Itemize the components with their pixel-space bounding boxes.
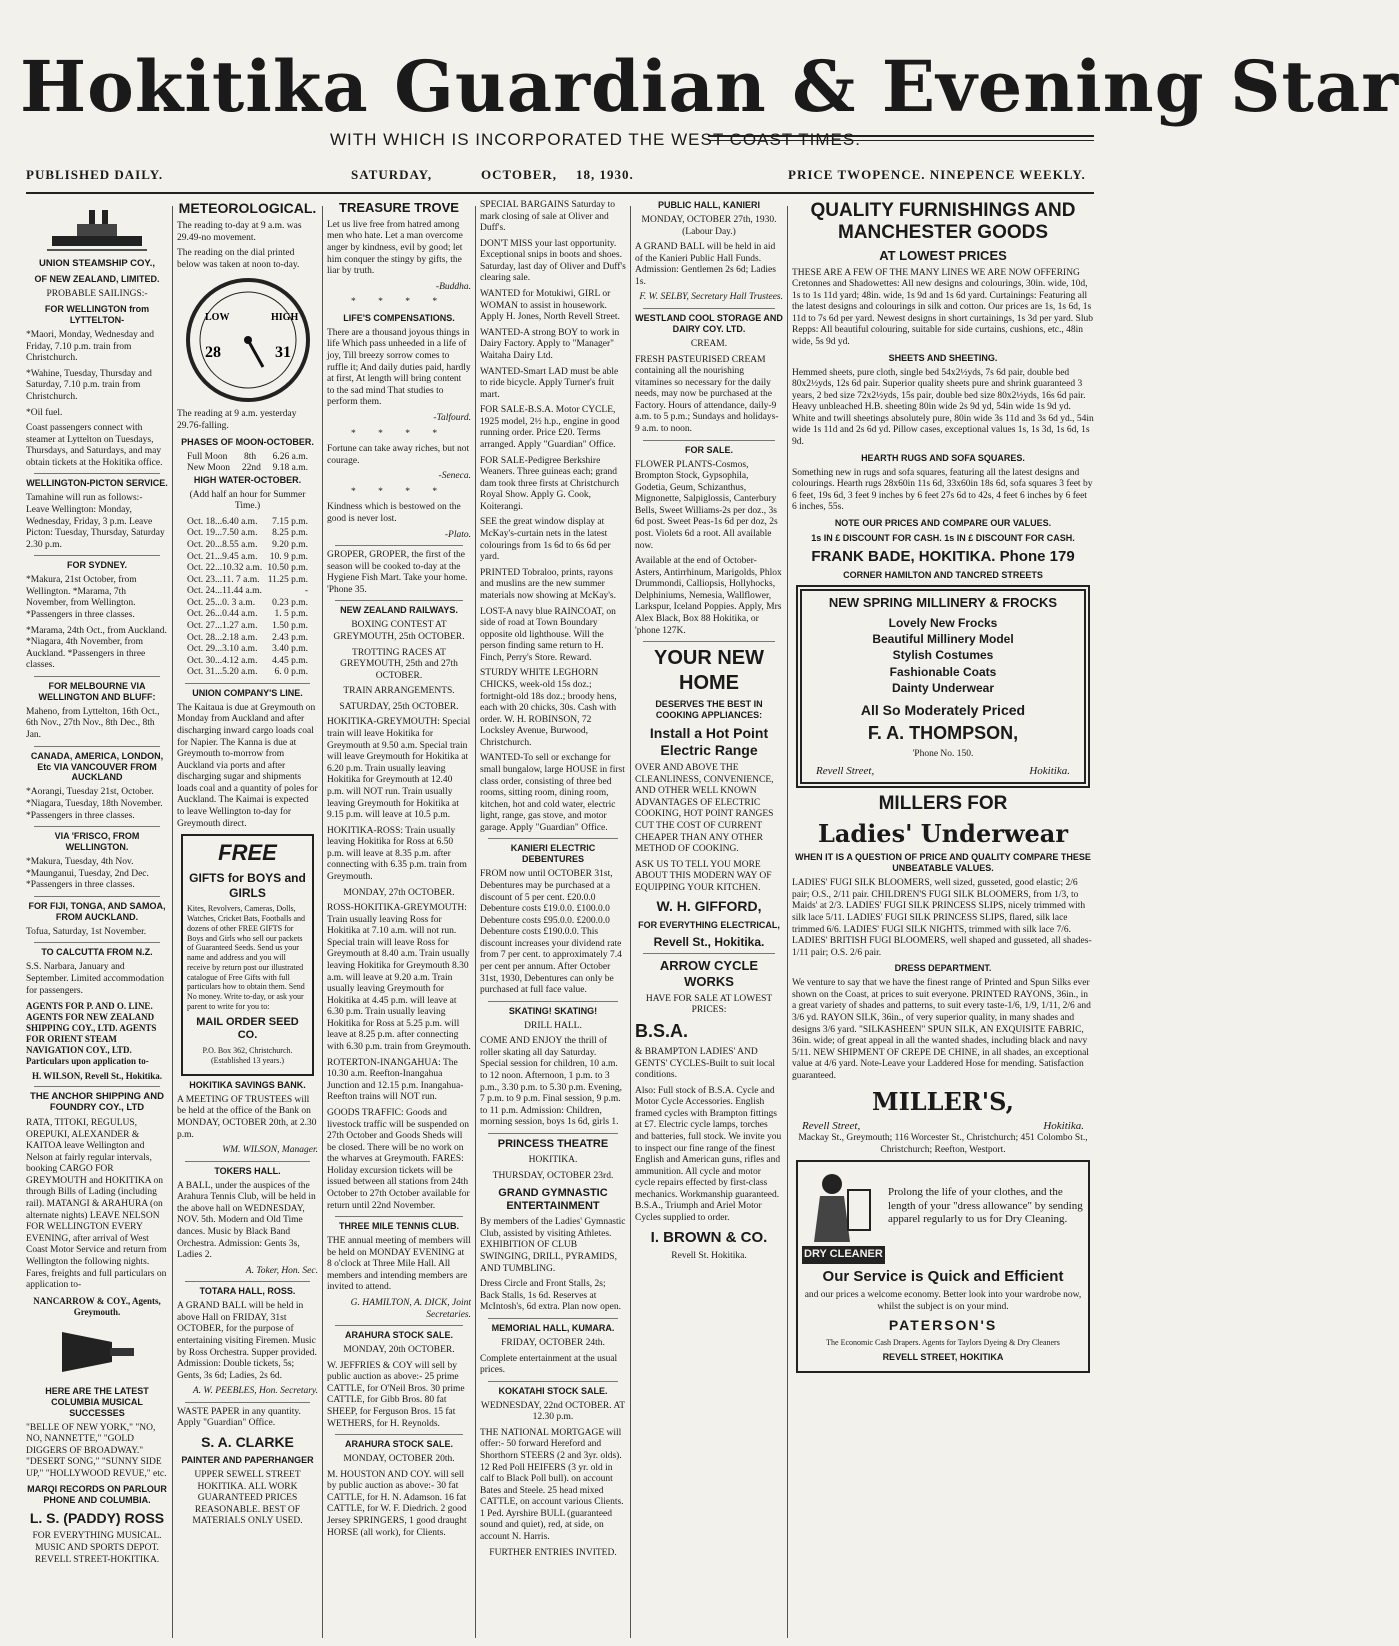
- lc-heading: LIFE'S COMPENSATIONS.: [343, 312, 455, 323]
- ross-text: FOR EVERYTHING MUSICAL. MUSIC AND SPORTS DEPOT. REVELL STREET-HOKITIKA.: [32, 1531, 162, 1565]
- flower-text: FLOWER PLANTS-Cosmos, Brompton Stock, Gypsophila, Godetia, Geum, Schizanthus, Mignonette, Salpiglossis, Canterbury Bells, Sweet Williams-2s per doz., 3s 6d post. Sweet Peas-1s 6d per doz, 2s post. Violets 6d a root. All available now.: [635, 459, 778, 551]
- column-shipping: [26, 200, 168, 1640]
- steamship-icon: [47, 204, 147, 254]
- range-text: OVER AND ABOVE THE CLEANLINESS, CONVENIENCE, AND OTHER WELL KNOWN ADVANTAGES OF ELECTRIC COOKING, HOT POINT RANGES CUT THE COST OF CURRENT CHEAPER THAN ANY OTHER METHOD OF COOKING.: [635, 763, 774, 855]
- auckland-text: *Marama, 24th Oct., from Auckland. *Niagara, 4th November, from Auckland. *Passengers in three classes.: [26, 625, 167, 671]
- met-text: The reading to-day at 9 a.m. was 29.49-no movement.: [177, 221, 302, 243]
- kanieri-heading: PUBLIC HALL, KANIERI: [658, 200, 760, 210]
- arahura2-heading: ARAHURA STOCK SALE.: [344, 1439, 453, 1450]
- qf-heading: QUALITY FURNISHINGS AND MANCHESTER GOODS: [810, 200, 1076, 243]
- records-heading: HERE ARE THE LATEST COLUMBIA MUSICAL SUCCESSES: [45, 1385, 149, 1418]
- cream-company: WESTLAND COOL STORAGE AND DAIRY COY. LTD.: [635, 313, 783, 334]
- gifts-text: Kites, Revolvers, Cameras, Dolls, Watches, Cricket Bats, Footballs and dozens of other FREE GIFTS for Boys and Girls who sell our packets of Guaranteed Seeds. Send us your name and address and you will receive by return post our illustrated catalogue of Free Gifts with full particulars how to obtain them. Send No money. Write to-day, or ask your parent to write for you to:: [187, 904, 305, 1011]
- gramophone-icon: [52, 1322, 142, 1382]
- free-gifts-ad: [181, 834, 314, 1076]
- clarke-sub: PAINTER AND PAPERHANGER: [181, 1455, 314, 1466]
- rugs-text: Something new in rugs and sofa squares, featuring all the latest designs and colourings. Hearth rugs 28x60in 11s 6d, 33x60in 18s 6d, sofa squares 3 feet by 6 feet, 19s 6d, 3 feet 9 inches by 6 feet 27s 6d to 42s, 4 feet 6 inches by 6 feet 6 inches, 55s.: [792, 467, 1093, 513]
- princess-sub: HOKITIKA.: [528, 1155, 578, 1166]
- see-text: SEE the great window display at McKay's-curtain nets in the latest colourings from 1s 6d to 6s 6d per yard.: [480, 517, 611, 563]
- fiji-text: Tofua, Saturday, 1st November.: [26, 926, 147, 937]
- picton-text: Tamahine will run as follows:- Leave Wellington: Monday, Wednesday, Friday, 3 p.m. Leave Picton: Tuesday, Thursday, Saturday 2.30 p.m.: [26, 493, 165, 550]
- sydney-text: *Makura, 21st October, from Wellington. *Marama, 7th November, from Wellington. *Passengers in three classes.: [26, 575, 137, 620]
- wellington-text: *Wahine, Tuesday, Thursday and Saturday, 7.10 p.m. train from Christchurch.: [26, 368, 152, 402]
- dont-miss-text: DON'T MISS your last opportunity. Exceptional snips in boots and shoes. Saturday, last day of Oliver and Duff's clearing sale.: [480, 238, 626, 284]
- wanted-text: WANTED-To sell or exchange for small bungalow, large HOUSE in first class order, consisting of three bed rooms, sitting room, dining room, kitchen, hot and cold water, electric light, range, gas stove, and motor garage. Apply "Guardian" Office.: [480, 753, 625, 833]
- column-classifieds: [480, 200, 626, 1640]
- skating-heading: SKATING! SKATING!: [508, 1005, 598, 1016]
- moon-heading: PHASES OF MOON-OCTOBER.: [181, 436, 314, 447]
- gifts-free: FREE: [218, 840, 277, 866]
- ucl-text: The Kaitaua is due at Greymouth on Monday from Auckland and after discharging inward cargo loads coal for Napier. The Kanna is due at Greymouth to-morrow from Auckland via ports and after discharging sugar and shipments loads coal and a quantity of poles for Auckland. The Kaimai is expected to leave Wellington to-day for Greymouth direct.: [177, 702, 318, 829]
- anchor-heading: THE ANCHOR SHIPPING AND FOUNDRY COY., LTD: [30, 1090, 164, 1114]
- home-heading: YOUR NEW HOME: [654, 647, 764, 694]
- rugs-heading: HEARTH RUGS AND SOFA SQUARES.: [861, 452, 1025, 463]
- underwear-text: LADIES' FUGI SILK BLOOMERS, well sized, gusseted, good elastic; 2/6 pair; O.S., 2/11 pair. CHILDREN'S FUGI SILK BLOOMERS, from 1/3, to Maids' at 2/3. LADIES' FUGI SILK PRINCESS SLIPS, nicely trimmed with silk lace 5/11. LADIES' FUGI SILK PRINCESS SLIPS, flared, silk lace trimmed 6/6. LADIES' FUGI SILK NIGHTS, trimmed with silk lace 7/6. LADIES' BRITISH FUGI BLOOMERS, well shaped and gusseted, all shades-1/11 pair; O.S. 2/6 pair.: [792, 878, 1092, 958]
- lost-text: LOST-A navy blue RAINCOAT, on side of road at Town Boundary opposite old lighthouse. Will the person finding same return to H. Finch, Perry's Store. Reward.: [480, 606, 616, 663]
- ucl-heading: UNION COMPANY'S LINE.: [192, 687, 303, 698]
- arahura2-date: MONDAY, OCTOBER 20th.: [343, 1454, 455, 1465]
- rail-heading: NEW ZEALAND RAILWAYS.: [340, 605, 458, 616]
- sheets-text: Hemmed sheets, pure cloth, single bed 54x2½yds, 7s 6d pair, double bed 80x2½yds, 12s 6d pair. Superior quality sheets pure and shrink guaranteed 3 years, 2 bed size 72x2½yds, 15s pair, double bed size 80x2½yds, 16s 6d pair. Heavy unbleached H.B. sheeting 80in wide 2s 9d yd, 54in wide 1s 9d yd. White and twill sheetings absolutely pure, 80in wide 3s 11d and 3s 6d yd., 54in wide 1s 11d and 2s 6d yd. Pillow cases, exceptional values 1s, 1s 3d, 1s 6d, 1s 9d.: [792, 367, 1094, 448]
- date-label: 18, 1930.: [576, 167, 634, 182]
- arahura-date: MONDAY, 20th OCTOBER.: [343, 1345, 455, 1356]
- baro-low-label: LOW: [204, 312, 229, 324]
- millers-branches: Mackay St., Greymouth; 116 Worcester St., Christchurch; 451 Colombo St., Christchurch; Reefton, Westport.: [798, 1133, 1088, 1155]
- kokatahi-text: THE NATIONAL MORTGAGE will offer:- 50 forward Hereford and Shorthorn STEERS (2 and 3yr. olds). 12 Red Poll HEIFERS (3 yr. old in calf to Black Poll bull). on account Bates and Steele. 25 head mixed CATTLE, on account various Clients. 1 Ped. Ayrshire BULL (guaranteed sound and quiet), red, at side, on account N. Harris.: [480, 1427, 624, 1542]
- qf-discount: 1s IN £ DISCOUNT FOR CASH. 1s IN £ DISCOUNT FOR CASH.: [811, 532, 1075, 543]
- rail-sub: BOXING CONTEST AT GREYMOUTH, 25th OCTOBER.: [333, 620, 465, 642]
- gifts-boys-girls: GIFTS for BOYS and GIRLS: [189, 871, 306, 900]
- rail-sub: TRAIN ARRANGEMENTS.: [343, 686, 455, 697]
- dress-heading: DRESS DEPARTMENT.: [894, 963, 992, 974]
- qf-text: THESE ARE A FEW OF THE MANY LINES WE ARE NOW OFFERING Cretonnes and Shadowettes: All new designs and colourings, 30in. wide, 10d, 1s to 1s 11d yard; 48in. wide, 1s 9d and 1s 6d yard. Curtainings: Featuring all the latest designs and colourings in silk and cotton. Our prices are 1s, 1s 6d, 1s 11d to 7s 6d per yard. Newest designs in short curtainings, 1s 3d per yard. Slub Repps: All beautiful colouring, suitable for side curtains, cushions, etc., 48in wide, 5s 9d yd.: [792, 267, 1093, 348]
- skating-text: COME AND ENJOY the thrill of roller skating all day Saturday. Special session for children, 10 a.m. to 12 noon. Afternoon, 1 p.m. to 3 p.m., 3.30 p.m. to 5.30 p.m. Evening, 7 p.m. to 9 p.m. Final session, 9 p.m. to 11 p.m. Admission: Children, morning session, boys 1s 6d, girls 1.: [480, 1036, 622, 1128]
- waste-paper-text: WASTE PAPER in any quantity. Apply "Guardian" Office.: [177, 1406, 301, 1429]
- kumara-date: FRIDAY, OCTOBER 24th.: [501, 1337, 605, 1348]
- agents-text: AGENTS FOR P. AND O. LINE. AGENTS FOR NEW ZEALAND SHIPPING COY., LTD. AGENTS FOR ORIENT STEAM NAVIGATION COY., LTD. Particulars upon application to-: [26, 1001, 157, 1066]
- tokers-text: A BALL, under the auspices of the Arahura Tennis Club, will be held in the above hall on WEDNESDAY, NOV. 5th. Modern and Old Time dances. Music by Black Band Orchestra. Admission: Gents 3s, Ladies 2.: [177, 1180, 316, 1261]
- debentures-text: FROM now until OCTOBER 31st, Debentures may be purchased at a discount of 5 per cent. £20.0.0 Debenture costs £19.0.0. £100.0.0 Debenture costs £95.0.0. £200.0.0 Debenture costs £190.0.0. This discount increases your dividend rate from 7 per cent. to approximately 7.4 per cent per annum. After October 31st, 1930, Debentures can only be purchased at full face value.: [480, 869, 622, 996]
- bank-heading: HOKITIKA SAVINGS BANK.: [189, 1079, 306, 1090]
- home-sub: DESERVES THE BEST IN COOKING APPLIANCES:: [655, 699, 763, 720]
- rail-date: SATURDAY, 25th OCTOBER.: [339, 701, 459, 712]
- arrow-text: Also: Full stock of B.S.A. Cycle and Motor Cycle Accessories. English framed cycles with Brampton fittings at £7. Electric cycle lamps, torches and batteries, full stock. We invite you to inspect our fine range of the finest English and American guns, rifles and ammunition. All cycle and motor cycle repairs effected by first-class mechanics. Workmanship guaranteed. B.S.A., Triumph and Ariel Motor Cycles supplied to order.: [635, 1085, 782, 1224]
- met-heading: METEOROLOGICAL.: [178, 200, 317, 216]
- arrow-sub: HAVE FOR SALE AT LOWEST PRICES:: [645, 993, 773, 1016]
- kind-text: Kindness which is bestowed on the good is never lost.: [327, 502, 461, 524]
- column-rule: [322, 206, 323, 1638]
- range-text: ASK US TO TELL YOU MORE ABOUT THIS MODERN WAY OF EQUIPPING YOUR KITCHEN.: [635, 859, 772, 893]
- column-treasure-trove: [327, 200, 471, 1640]
- gifts-company: MAIL ORDER SEED CO.: [196, 1015, 299, 1041]
- fortune-signature: -Seneca.: [438, 471, 471, 482]
- moon-table: Full Moon 8th 6.26 a.m. New Moon 22nd 9.18 a.m.: [187, 451, 308, 474]
- nancarrow-text: NANCARROW & COY., Agents, Greymouth.: [33, 1295, 161, 1317]
- printed-text: PRINTED Tobraloo, prints, rayons and muslins are the new summer materials now showing at McKay's.: [480, 567, 617, 601]
- arahura2-text: M. HOUSTON AND COY. will sell by public auction as above:- 30 fat CATTLE, for H. N. Adamson. 16 fat CATTLE, for W. F. Diedrich. 2 good Jersey SPRINGERS, 1 good draught HORSE (all work), for Clients.: [327, 1469, 467, 1538]
- baro-high-label: HIGH: [270, 312, 298, 324]
- thompson-address: Revell Street, Hokitika.: [816, 764, 1070, 777]
- masthead-title: Hokitika Guardian & Evening Star: [20, 45, 1399, 128]
- princess-heading: PRINCESS THEATRE: [497, 1137, 609, 1150]
- column-rule: [475, 206, 476, 1638]
- bsa-text: & BRAMPTON LADIES' AND GENTS' CYCLES-Built to suit local conditions.: [635, 1046, 775, 1081]
- qf-sub: AT LOWEST PRICES: [879, 247, 1007, 263]
- rail-text: HOKITIKA-GREYMOUTH: Special train will leave Hokitika for Greymouth at 9.50 a.m. Special train will leave Greymouth for Hokitika at 6.20 p.m. Train usually leaving Hokitika for Greymouth at 12.40 p.m. will NOT run. Train usually leaving Greymouth for Hokitika at 9.15 p.m. will leave at 10.5 p.m.: [327, 717, 471, 821]
- paterson-heading: PATERSON'S: [888, 1317, 998, 1334]
- kumara-heading: MEMORIAL HALL, KUMARA.: [491, 1322, 615, 1333]
- wanted-text: WANTED-Smart LAD must be able to ride bicycle. Apply Turner's fruit mart.: [480, 366, 619, 400]
- for-sale-text: FOR SALE-Pedigree Berkshire Weaners. Three guineas each; grand dam took three firsts at Christchurch Royal Show. Apply G. Cook, Koiterangi.: [480, 455, 620, 512]
- dry-label: DRY CLEANER: [802, 1246, 885, 1263]
- gifford-heading: W. H. GIFFORD,: [656, 898, 762, 915]
- wilson-text: H. WILSON, Revell St., Hokitika.: [31, 1070, 163, 1081]
- barometer-dial-icon: [183, 275, 313, 405]
- kanieri-signature: F. W. SELBY, Secretary Hall Trustees.: [639, 292, 783, 303]
- records-text: "BELLE OF NEW YORK," "NO, NO, NANNETTE," "GOLD DIGGERS OF BROADWAY." "DESERT SONG," "SUNNY SIDE UP," "HOLLYWOOD REVUE," etc.: [26, 1422, 167, 1479]
- clarke-heading: S. A. CLARKE: [201, 1434, 294, 1451]
- gym-text: Dress Circle and Front Stalls, 2s; Back Stalls, 1s 6d. Reserves at McIntosh's, 6d extra. Plan now open.: [480, 1279, 622, 1313]
- column-rule: [787, 206, 788, 1638]
- debentures-heading: KANIERI ELECTRIC DEBENTURES: [510, 843, 596, 865]
- sydney-heading: FOR SYDNEY.: [66, 560, 127, 571]
- princess-date: THURSDAY, OCTOBER 23rd.: [492, 1170, 614, 1181]
- sheets-heading: SHEETS AND SHEETING.: [888, 352, 998, 363]
- column-drapery-ads: [792, 200, 1094, 1640]
- met-text: The reading on the dial printed below was taken at noon to-day.: [177, 248, 300, 270]
- tokers-signature: A. Toker, Hon. Sec.: [245, 1265, 318, 1276]
- star-divider: * * * *: [350, 486, 448, 497]
- brown-address: Revell St. Hokitika.: [671, 1250, 747, 1261]
- rail-text: ROTERTON-INANGAHUA: The 10.30 a.m. Reefton-Inangahua Junction and 12.15 p.m. Inangahua-Reefton trains will NOT run.: [327, 1057, 464, 1103]
- tennis-heading: THREE MILE TENNIS CLUB.: [338, 1221, 459, 1232]
- totara-text: A GRAND BALL will be held in above Hall on FRIDAY, 31st OCTOBER, for the purpose of entertaining visiting Firemen. Music by Ross Orchestra. Supper provided. Admission: Double tickets, 5s; Gents, 3s 6d; Ladies, 2s 6d.: [177, 1301, 317, 1381]
- tt-text: Let us live free from hatred among men who hate. Let a man overcome anger by kindness, evil by good; let him conquer the stingy by gifts, the liar by truth.: [327, 219, 463, 277]
- day-label: SATURDAY,: [351, 167, 433, 182]
- wellington-heading: FOR WELLINGTON from LYTTELTON-: [44, 304, 150, 326]
- column-rule: [630, 206, 631, 1638]
- thompson-heading: F. A. THOMPSON,: [867, 722, 1019, 743]
- masthead: [20, 44, 1399, 149]
- millers-heading: MILLERS FOR: [878, 792, 1008, 814]
- kokatahi-date: WEDNESDAY, 22nd OCTOBER. AT 12.30 p.m.: [480, 1400, 626, 1423]
- gym-text: By members of the Ladies' Gymnastic Club, assisted by visiting Athletes. EXHIBITION OF CLUB SWINGING, DRILL, PYRAMIDS, AND TUMBLING.: [480, 1217, 626, 1274]
- dry-cleaning-figure-icon: [802, 1166, 882, 1246]
- for-sale-heading: FOR SALE.: [684, 444, 733, 455]
- published-label: PUBLISHED DAILY.: [26, 167, 164, 182]
- union-subtitle: OF NEW ZEALAND, LIMITED.: [34, 273, 160, 284]
- arahura-text: W. JEFFRIES & COY will sell by public auction as above:- 25 prime CATTLE, for O'Neil Bros. 30 prime CATTLE, for Gibb Bros. 80 fat SHEEP, for Ferguson Bros. 15 fat WETHERS, for H. Reynolds.: [327, 1360, 465, 1429]
- kanieri-date: MONDAY, OCTOBER 27th, 1930. (Labour Day.): [641, 214, 777, 237]
- millinery-list: Lovely New Frocks Beautiful Millinery Model Stylish Costumes Fashionable Coats Dainty Underwear: [872, 615, 1014, 695]
- clarke-text: UPPER SEWELL STREET HOKITIKA. ALL WORK GUARANTEED PRICES REASONABLE. BEST OF MATERIALS ONLY USED.: [192, 1470, 303, 1527]
- tennis-signature: G. HAMILTON, A. DICK, Joint Secretaries.: [350, 1298, 471, 1320]
- arrow-heading: ARROW CYCLE WORKS: [659, 958, 759, 989]
- calcutta-heading: TO CALCUTTA FROM N.Z.: [41, 947, 153, 958]
- frisco-text: *Makura, Tuesday, 4th Nov. *Maunganui, Tuesday, 2nd Dec. *Passengers in three classes.: [26, 857, 149, 891]
- paterson-address: REVELL STREET, HOKITIKA: [882, 1352, 1004, 1363]
- union-title: UNION STEAMSHIP COY.,: [39, 258, 155, 269]
- qf-note: NOTE OUR PRICES AND COMPARE OUR VALUES.: [834, 517, 1052, 528]
- rail-text: ROSS-HOKITIKA-GREYMOUTH: Train usually leaving Ross for Hokitika at 7.10 a.m. will not run. Special train will leave Ross for Greymouth at 8.40 a.m. Train usually leaving Hokitika for Greymouth 8.30 a.m. will leave at 9.20 a.m. Train usually leaving Greymouth for Hokitika at 4.45 p.m. will leave at 6.30 p.m. Train usually leaving Hokitika for Ross at 5.25 p.m. will leave at 8.25 p.m. after connecting with 6.30 p.m. train from Greymouth.: [327, 903, 471, 1053]
- tt-heading: TREASURE TROVE: [339, 200, 459, 215]
- dateline: [26, 165, 1094, 189]
- tide-table: Oct. 18...6.40 a.m. 7.15 p.m. Oct. 19...7.50 a.m. 8.25 p.m. Oct. 20...8.55 a.m. 9.20 p.m. Oct. 21...9.45 a.m. 10. 9 p.m. Oct. 22...10.32 a.m. 10.50 p.m. Oct. 23...11. 7 a.m. 11.25 p.m. Oct. 24...11.44 a.m. - Oct. 25...0. 3 a.m. 0.23 p.m. Oct. 26...0.44 a.m. 1. 5 p.m. Oct. 27...1.27 a.m. 1.50 p.m. Oct. 28...2.18 a.m. 2.43 p.m. Oct. 29...3.10 a.m. 3.40 p.m. Oct. 30...4.12 a.m. 4.45 p.m. Oct. 31...5.20 a.m. 6. 0 p.m.: [187, 516, 308, 678]
- bluff-heading: FOR MELBOURNE VIA WELLINGTON AND BLUFF:: [38, 680, 156, 702]
- brown-heading: I. BROWN & CO.: [650, 1228, 768, 1246]
- rail-sub: TROTTING RACES AT GREYMOUTH, 25th and 27th OCTOBER.: [340, 647, 458, 681]
- dry-cleaner-ad: [796, 1160, 1090, 1373]
- ross-heading: L. S. (PADDY) ROSS: [29, 1510, 165, 1527]
- for-sale-text: FOR SALE-B.S.A. Motor CYCLE, 1925 model, 2½ h.p., engine in good running order. Price £20. Terms arranged. Apply "Guardian" Office.: [480, 405, 620, 450]
- millinery-ad: [796, 585, 1090, 788]
- frisco-heading: VIA 'FRISCO, FROM WELLINGTON.: [54, 831, 140, 853]
- gifts-address: P.O. Box 362, Christchurch. (Established 13 years.): [202, 1046, 293, 1066]
- baro-28-label: 28: [204, 344, 221, 362]
- bade-heading: FRANK BADE, HOKITIKA. Phone 179: [811, 547, 1075, 565]
- tide-heading: HIGH WATER-OCTOBER.: [193, 474, 302, 485]
- tt-signature: -Buddha.: [435, 281, 471, 292]
- sailings-heading: PROBABLE SAILINGS:-: [46, 288, 148, 299]
- gifford-address: Revell St., Hokitika.: [653, 934, 765, 949]
- wellington-text: Coast passengers connect with steamer at Lyttelton on Tuesdays, Thursdays, and Saturdays, and may obtain tickets at the Hokitika office.: [26, 423, 163, 468]
- wanted-text: WANTED for Motukiwi, GIRL or WOMAN to assist in housework. Apply H. Jones, North Revell Street.: [480, 289, 620, 323]
- rail-text: HOKITIKA-ROSS: Train usually leaving Hokitika for Ross at 6.50 p.m. will leave at 8.35 p.m. after connecting with 6.35 p.m. train from Greymouth.: [327, 825, 467, 882]
- tokers-heading: TOKERS HALL.: [214, 1165, 281, 1176]
- fiji-heading: FOR FIJI, TONGA, AND SAMOA, FROM AUCKLAND.: [28, 900, 166, 922]
- masthead-rule: [708, 135, 1094, 141]
- dry-heading: Our Service is Quick and Efficient: [822, 1267, 1064, 1285]
- gifford-sub: FOR EVERYTHING ELECTRICAL,: [638, 919, 780, 930]
- sturdy-text: STURDY WHITE LEGHORN CHICKS, week-old 15s doz.; fortnight-old 18s doz.; broody hens, each with 20 chicks, 30s. Cash with order. W. H. ROBINSON, 72 Locksley Avenue, Burwood, Christchurch.: [480, 668, 617, 748]
- canada-text: *Aorangi, Tuesday 21st, October. *Niagara, Tuesday, 18th November. *Passengers in three classes.: [26, 787, 163, 821]
- kumara-text: Complete entertainment at the usual prices.: [480, 1353, 618, 1376]
- price-label: PRICE TWOPENCE. NINEPENCE WEEKLY.: [788, 167, 1086, 182]
- gym-heading: GRAND GYMNASTIC ENTERTAINMENT: [498, 1186, 608, 1212]
- column-meteorological: [177, 200, 318, 1640]
- dry-text: and our prices a welcome economy. Better look into your wardrobe now, whilst the subject is on your mind.: [804, 1290, 1082, 1312]
- met-text: The reading at 9 a.m. yesterday 29.76-falling.: [177, 409, 297, 431]
- star-divider: * * * *: [350, 297, 448, 308]
- kanieri-text: A GRAND BALL will be held in aid of the Kanieri Public Hall Funds. Admission: Gentlemen 2s 6d; Ladies 1s.: [635, 242, 776, 287]
- bank-signature: WM. WILSON, Manager.: [222, 1145, 318, 1156]
- millers-brand: MILLER'S,: [872, 1086, 1014, 1116]
- month-label: OCTOBER,: [481, 167, 558, 182]
- totara-signature: A. W. PEEBLES, Hon. Secretary.: [192, 1386, 318, 1397]
- bank-text: A MEETING OF TRUSTEES will be held at the office of the Bank on MONDAY, OCTOBER 20th, at 2.30 p.m.: [177, 1094, 317, 1140]
- range-heading: Install a Hot Point Electric Range: [649, 724, 769, 759]
- rail-date: MONDAY, 27th OCTOBER.: [343, 887, 455, 898]
- canada-heading: CANADA, AMERICA, LONDON, Etc VIA VANCOUVER FROM AUCKLAND: [30, 750, 164, 783]
- bsa-heading: B.S.A.: [635, 1021, 689, 1041]
- cream-text: FRESH PASTEURISED CREAM containing all the nourishing vitamines so necessary for the daily needs, may now be purchased at the Factory. Hours of attendance, daily-9 a.m. to 5 p.m.; Sundays and holidays-9 a.m. to noon.: [635, 354, 779, 434]
- underwear-sub: WHEN IT IS A QUESTION OF PRICE AND QUALITY COMPARE THESE UNBEATABLE VALUES.: [795, 852, 1091, 874]
- further-entries: FURTHER ENTRIES INVITED.: [489, 1547, 617, 1558]
- cream-heading: CREAM.: [690, 338, 728, 349]
- paterson-sub: The Economic Cash Drapers. Agents for Taylors Dyeing & Dry Cleaners: [826, 1338, 1060, 1348]
- groper-text: GROPER, GROPER, the first of the season will be cooked to-day at the Hygiene Fish Mart. Take your home. 'Phone 35.: [327, 550, 468, 595]
- lc-signature: -Talfourd.: [433, 412, 471, 423]
- anchor-text: RATA, TITOKI, REGULUS, OREPUKI, ALEXANDER & KAITOA leave Wellington and Nelson at fairly regular intervals, booking CARGO FOR GREYMOUTH and HOKITIKA on through Bills of Lading (including rail). MATANGI & ARAHURA (on alternate nights) LEAVE NELSON FOR WELLINGTON EVERY EVENING, after arrival of West Coast Motor Service and return from Wellington the following nights. Fares, freights and full particulars on application to-: [26, 1118, 167, 1291]
- millinery-heading: NEW SPRING MILLINERY & FROCKS: [828, 595, 1058, 611]
- special-text: SPECIAL BARGAINS Saturday to mark closing of sale at Oliver and Duff's.: [480, 200, 616, 234]
- arahura-heading: ARAHURA STOCK SALE.: [344, 1330, 453, 1341]
- kind-signature: -Plato.: [444, 529, 471, 540]
- kokatahi-heading: KOKATAHI STOCK SALE.: [498, 1385, 608, 1396]
- marqi-text: MARQI RECORDS ON PARLOUR PHONE AND COLUMBIA.: [27, 1484, 167, 1506]
- lc-text: There are a thousand joyous things in life Which pass unheeded in a life of joy, Till breezy sorrow comes to ruffle it; And daily duties paid, hardly at first, At length will bring content to the sad mind That studies to perform them.: [327, 327, 471, 408]
- rail-text: GOODS TRAFFIC: Goods and livestock traffic will be suspended on 27th October and Goods Sheds will be closed. There will be no work on the wharves at Greymouth. FARES: Holiday excursion tickets will be issued between all stations from 24th October to 27th October available for return until 22nd November.: [327, 1107, 470, 1211]
- wanted-text: WANTED-A strong BOY to work in Dairy Factory. Apply to "Manager" Waitaha Dairy Ltd.: [480, 327, 620, 361]
- column-rule: [172, 206, 173, 1638]
- picton-heading: WELLINGTON-PICTON SERVICE.: [26, 478, 168, 489]
- dress-text: We venture to say that we have the finest range of Printed and Spun Silks ever shown on the Coast, at prices to suit everyone. PRINTED RAYONS, 36in., in a great variety of shades and patterns, to suit every taste-1/6, 1/9, 1/11, 2/6 and 3/6 yd. RAYON SILK, 36in., of very superior quality, in many shades and designs 3/6 yard. "SILKASHEEN" SPUN SILK, AN EXQUISITE FABRIC, 36in. wide; of great appeal in all the wanted shades, including black and navy 5/11. NEW SHIPMENT OF CREPE DE CHINE, in all shades, an exceptional value at 4/6 yard. Note-Leave your Laddered Hose for mending. Satisfaction guaranteed.: [792, 978, 1091, 1081]
- tennis-text: THE annual meeting of members will be held on MONDAY EVENING at 8 o'clock at Three Mile Hall. All members and intending members are invited to attend.: [327, 1236, 471, 1293]
- star-divider: * * * *: [350, 428, 448, 439]
- calcutta-text: S.S. Narbara, January and September. Limited accommodation for passengers.: [26, 962, 164, 996]
- fortune-text: Fortune can take away riches, but not courage.: [327, 444, 470, 466]
- flower-text: Available at the end of October-Asters, Antirrhinum, Marigolds, Phlox Drummondi, Calliopsis, Hollyhocks, Delphiniums, Nemesia, Wallflower, Larkspur, Iceland Poppies. Apply, Mrs Alex Black, Box 88 Hokitika, or 'phone 127K.: [635, 556, 782, 636]
- bluff-text: Maheno, from Lyttelton, 16th Oct., 6th Nov., 27th Nov., 8th Dec., 8th Jan.: [26, 706, 160, 740]
- baro-31-label: 31: [274, 344, 291, 362]
- millers-address: Revell Street, Hokitika.: [802, 1119, 1084, 1132]
- tide-note: (Add half an hour for Summer Time.): [189, 489, 306, 512]
- millinery-price: All So Moderately Priced: [860, 701, 1026, 718]
- drill-hall-heading: DRILL HALL.: [524, 1020, 582, 1031]
- dry-text: Prolong the life of your clothes, and the length of your "dress allowance" by sending apparel regularly to us for Dry Cleaning.: [888, 1186, 1083, 1226]
- wellington-text: *Maori, Monday, Wednesday and Friday, 7.10 p.m. train from Christchurch.: [26, 330, 154, 364]
- thompson-phone: 'Phone No. 150.: [912, 748, 974, 759]
- dateline-rule: [26, 192, 1094, 194]
- column-notices: [635, 200, 783, 1640]
- underwear-heading: Ladies' Underwear: [817, 819, 1068, 849]
- totara-heading: TOTARA HALL, ROSS.: [199, 1286, 296, 1297]
- bade-address: CORNER HAMILTON AND TANCRED STREETS: [843, 570, 1043, 581]
- wellington-text: *Oil fuel.: [26, 407, 63, 418]
- masthead-subtitle: WITH WHICH IS INCORPORATED THE WEST COAST TIMES.: [330, 130, 861, 149]
